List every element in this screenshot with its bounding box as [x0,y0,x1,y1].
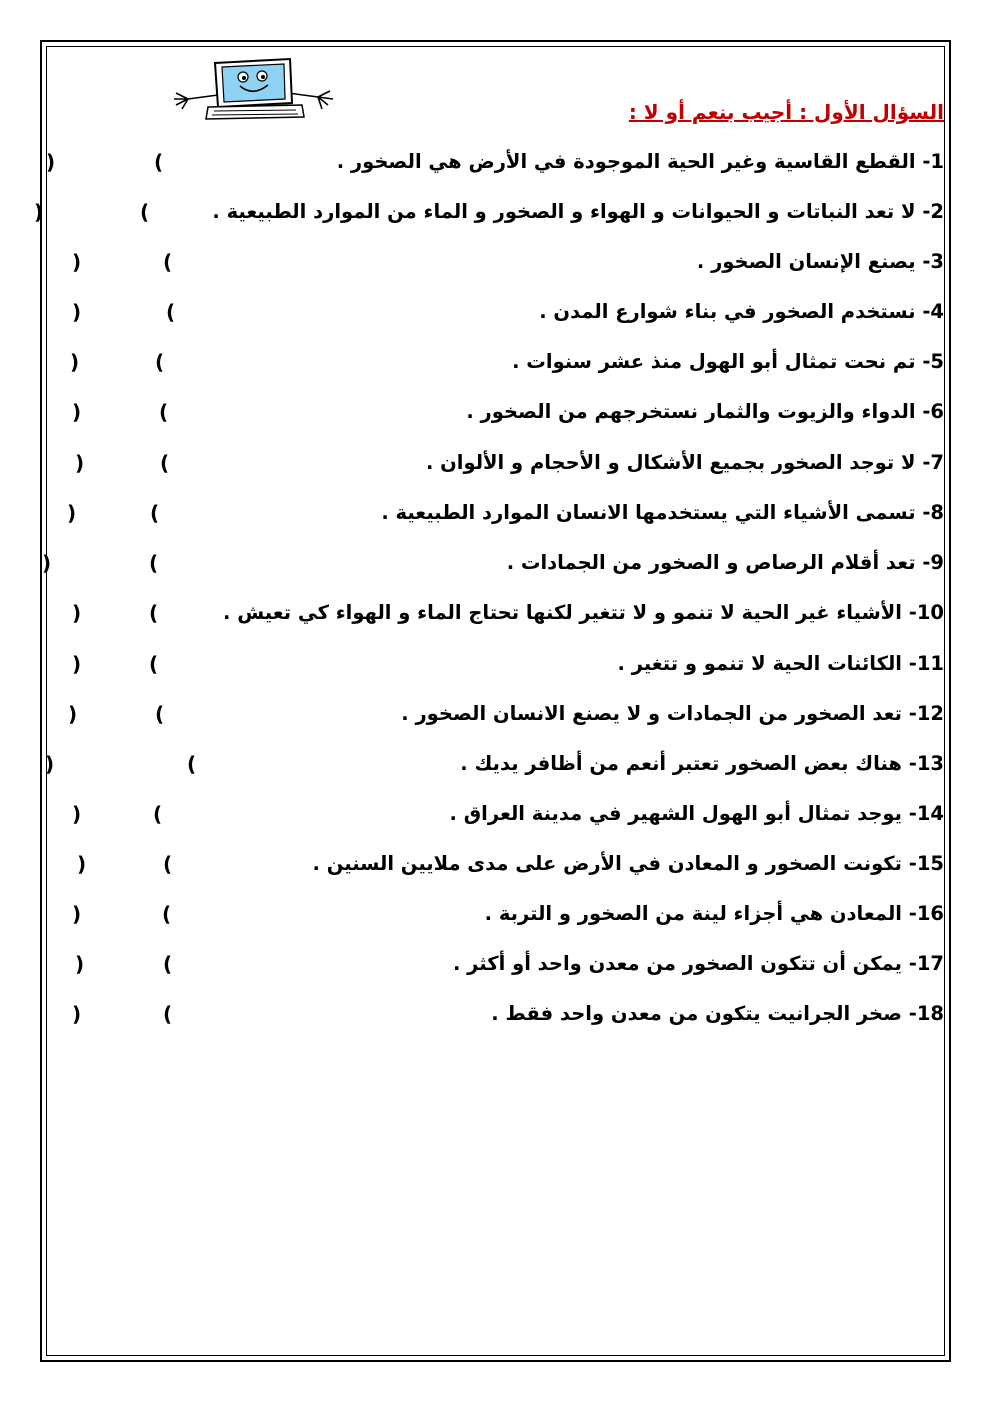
question-number: 16- [908,902,944,925]
answer-blank-open: ( [162,902,172,926]
computer-mascot-icon [170,55,340,125]
question-number: 8- [922,501,944,524]
question-row [20,447,944,487]
question-text [507,551,944,574]
answer-blank-open: ( [140,200,150,224]
answer-blank-close: ) [45,752,55,776]
question-number: 17- [908,952,944,975]
question-text [313,852,945,875]
answer-blank-open: ( [150,501,160,525]
answer-blank-close: ) [72,250,82,274]
question-number: 11- [908,652,944,675]
question-statement: الكائنات الحية لا تنمو و تتغير . [617,652,902,675]
answer-blank-close: ) [42,551,52,575]
answer-blank-open: ( [149,601,159,625]
question-heading: السؤال الأول : أجيب بنعم أو لا : [628,100,944,124]
question-number: 9- [922,551,944,574]
answer-blank-close: ) [72,300,82,324]
question-number: 15- [908,852,944,875]
answer-blank-open: ( [153,802,163,826]
answer-blank-open: ( [159,400,169,424]
question-text [485,902,944,925]
answer-blank-open: ( [166,300,176,324]
answer-blank-open: ( [155,702,165,726]
answer-blank-open: ( [160,451,170,475]
question-number: 1- [922,150,944,173]
question-text [539,300,944,323]
question-number: 10- [908,601,944,624]
question-text [453,952,944,975]
question-statement: تعد أقلام الرصاص و الصخور من الجمادات . [506,551,916,574]
question-row [20,898,944,938]
question-row [20,998,944,1038]
answer-blank-close: ) [46,150,56,174]
question-text [491,1002,944,1025]
answer-blank-close: ) [34,200,44,224]
answer-blank-open: ( [149,652,159,676]
question-statement: يصنع الإنسان الصخور . [696,250,916,273]
question-row [20,547,944,587]
answer-blank-close: ) [75,952,85,976]
answer-blank-close: ) [72,652,82,676]
question-text [401,702,944,725]
question-statement: تسمى الأشياء التي يستخدمها الانسان الموارد الطبيعية . [381,501,916,524]
answer-blank-open: ( [187,752,197,776]
answer-blank-open: ( [163,952,173,976]
answer-blank-close: ) [68,702,78,726]
answer-blank-close: ) [72,802,82,826]
question-text [512,350,944,373]
question-text [337,150,944,173]
answer-blank-close: ) [72,902,82,926]
question-text [426,451,944,474]
question-row [20,396,944,436]
question-number: 4- [922,300,944,323]
question-number: 6- [922,400,944,423]
question-statement: نستخدم الصخور في بناء شوارع المدن . [539,300,916,323]
question-number: 12- [908,702,944,725]
question-statement: المعادن هي أجزاء لينة من الصخور و التربة . [484,902,902,925]
question-statement: لا توجد الصخور بجميع الأشكال و الأحجام و الألوان . [425,451,916,474]
answer-blank-close: ) [75,451,85,475]
answer-blank-open: ( [149,551,159,575]
answer-blank-open: ( [163,852,173,876]
question-statement: يوجد تمثال أبو الهول الشهير في مدينة العراق . [449,802,902,825]
question-number: 14- [908,802,944,825]
question-row [20,648,944,688]
question-number: 2- [922,200,944,223]
question-statement: يمكن أن تتكون الصخور من معدن واحد أو أكثر . [452,952,902,975]
question-number: 18- [908,1002,944,1025]
question-row [20,346,944,386]
question-row [20,296,944,336]
question-number: 5- [922,350,944,373]
question-text [618,652,945,675]
question-number: 3- [922,250,944,273]
question-row [20,246,944,286]
answer-blank-close: ) [77,852,87,876]
question-row [20,798,944,838]
answer-blank-open: ( [163,250,173,274]
question-row [20,848,944,888]
question-statement: هناك بعض الصخور تعتبر أنعم من أظافر يديك . [460,752,902,775]
question-row [20,497,944,537]
question-row [20,948,944,988]
question-statement: تم نحت تمثال أبو الهول منذ عشر سنوات . [512,350,916,373]
question-text [466,400,944,423]
question-row [20,597,944,637]
question-number: 7- [922,451,944,474]
question-row [20,698,944,738]
question-statement: تعد الصخور من الجمادات و لا يصنع الانسان الصخور . [401,702,902,725]
answer-blank-close: ) [72,400,82,424]
question-text [223,601,944,624]
answer-blank-close: ) [72,601,82,625]
question-number: 13- [908,752,944,775]
question-row [20,748,944,788]
question-statement: الدواء والزيوت والثمار نستخرجهم من الصخور . [466,400,916,423]
question-row [20,196,944,236]
question-statement: القطع القاسية وغير الحية الموجودة في الأرض هي الصخور . [336,150,916,173]
answer-blank-open: ( [154,150,164,174]
question-statement: تكونت الصخور و المعادن في الأرض على مدى ملايين السنين . [312,852,902,875]
question-text [460,752,944,775]
question-text [450,802,944,825]
question-text [212,200,944,223]
answer-blank-open: ( [155,350,165,374]
answer-blank-close: ) [72,1002,82,1026]
answer-blank-close: ) [70,350,80,374]
question-text [381,501,944,524]
question-text [697,250,944,273]
question-statement: صخر الجرانيت يتكون من معدن واحد فقط . [491,1002,902,1025]
question-row [20,146,944,186]
answer-blank-close: ) [67,501,77,525]
question-statement: لا تعد النباتات و الحيوانات و الهواء و الصخور و الماء من الموارد الطبيعية . [212,200,916,223]
answer-blank-open: ( [163,1002,173,1026]
question-statement: الأشياء غير الحية لا تنمو و لا تتغير لكنها تحتاج الماء و الهواء كي تعيش . [223,601,902,624]
